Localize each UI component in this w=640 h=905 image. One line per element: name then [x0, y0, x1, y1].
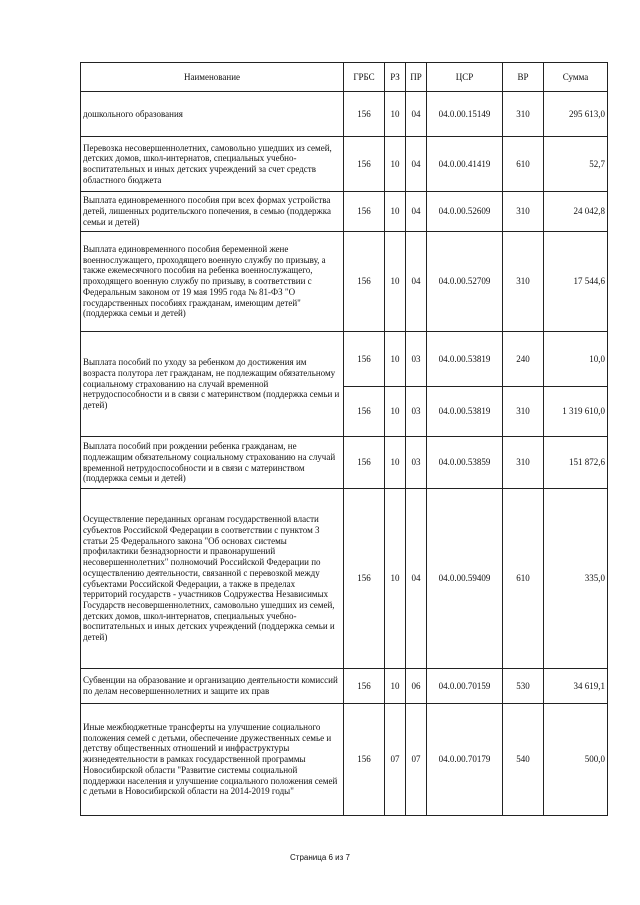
row-pr: 04	[406, 192, 427, 232]
header-sum: Сумма	[544, 63, 608, 92]
row-sum: 335,0	[544, 489, 608, 669]
row-name: Выплата пособий по уходу за ребенком до достижения им возраста полутора лет гражданам, не подлежащим обязательному социальному страхованию на случай временной нетрудоспособности и в связи с материнством (поддержка семьи и детей)	[81, 332, 344, 437]
header-rz: РЗ	[385, 63, 406, 92]
header-pr: ПР	[406, 63, 427, 92]
table-row	[81, 232, 608, 332]
row-csr: 04.0.00.52709	[427, 232, 503, 332]
row-grbs: 156	[344, 387, 385, 437]
row-pr: 03	[406, 332, 427, 387]
row-sum: 24 042,8	[544, 192, 608, 232]
row-grbs: 156	[344, 437, 385, 489]
header-vr: ВР	[503, 63, 544, 92]
header-grbs: ГРБС	[344, 63, 385, 92]
table-row	[81, 669, 608, 704]
row-grbs: 156	[344, 704, 385, 816]
row-grbs: 156	[344, 332, 385, 387]
budget-table	[80, 62, 608, 816]
row-pr: 04	[406, 137, 427, 192]
row-pr: 06	[406, 669, 427, 704]
row-rz: 10	[385, 437, 406, 489]
row-grbs: 156	[344, 192, 385, 232]
row-vr: 310	[503, 92, 544, 137]
table-row	[81, 704, 608, 816]
table-row	[81, 137, 608, 192]
row-grbs: 156	[344, 669, 385, 704]
row-name: Перевозка несовершеннолетних, самовольно ушедших из семей, детских домов, школ-интернатов, специальных учебно-воспитательных и иных детских учреждений за счет средств областного бюджета	[81, 137, 344, 192]
row-grbs: 156	[344, 92, 385, 137]
table-row	[81, 192, 608, 232]
row-vr: 310	[503, 437, 544, 489]
row-csr: 04.0.00.53859	[427, 437, 503, 489]
row-pr: 04	[406, 489, 427, 669]
row-vr: 310	[503, 192, 544, 232]
table-row	[81, 437, 608, 489]
row-pr: 04	[406, 232, 427, 332]
row-csr: 04.0.00.53819	[427, 387, 503, 437]
row-name: Выплата единовременного пособия при всех формах устройства детей, лишенных родительского попечения, в семью (поддержка семьи и детей)	[81, 192, 344, 232]
row-rz: 10	[385, 489, 406, 669]
row-sum: 151 872,6	[544, 437, 608, 489]
row-vr: 610	[503, 137, 544, 192]
row-name: Субвенции на образование и организацию деятельности комиссий по делам несовершеннолетних и защите их прав	[81, 669, 344, 704]
row-sum: 10,0	[544, 332, 608, 387]
table-row	[81, 332, 608, 387]
row-rz: 07	[385, 704, 406, 816]
table-row	[81, 489, 608, 669]
row-sum: 500,0	[544, 704, 608, 816]
row-pr: 03	[406, 437, 427, 489]
row-sum: 17 544,6	[544, 232, 608, 332]
row-csr: 04.0.00.41419	[427, 137, 503, 192]
row-vr: 530	[503, 669, 544, 704]
row-csr: 04.0.00.70159	[427, 669, 503, 704]
row-vr: 310	[503, 387, 544, 437]
row-grbs: 156	[344, 232, 385, 332]
row-vr: 540	[503, 704, 544, 816]
header-csr: ЦСР	[427, 63, 503, 92]
row-rz: 10	[385, 332, 406, 387]
row-grbs: 156	[344, 137, 385, 192]
row-rz: 10	[385, 669, 406, 704]
row-name: Осуществление переданных органам государственной власти субъектов Российской Федерации в соответствии с пунктом 3 статьи 25 Федерального закона "Об основах системы профилактики безнадзорности и правонарушений несовершеннолетних" полномочий Российской Федерации по осуществлению деятельности, связанной с перевозкой между субъектами Российской Федерации, а также в пределах территорий государств - участников Содружества Независимых Государств несовершеннолетних, самовольно ушедших из семей, детских домов, школ-интернатов, специальных учебно-воспитательных и иных детских учреждений (поддержка семьи и детей)	[81, 489, 344, 669]
row-rz: 10	[385, 232, 406, 332]
row-rz: 10	[385, 137, 406, 192]
row-vr: 610	[503, 489, 544, 669]
row-csr: 04.0.00.53819	[427, 332, 503, 387]
row-name: дошкольного образования	[81, 92, 344, 137]
row-csr: 04.0.00.70179	[427, 704, 503, 816]
row-rz: 10	[385, 92, 406, 137]
row-csr: 04.0.00.59409	[427, 489, 503, 669]
row-sum: 52,7	[544, 137, 608, 192]
row-csr: 04.0.00.52609	[427, 192, 503, 232]
row-pr: 04	[406, 92, 427, 137]
row-pr: 07	[406, 704, 427, 816]
row-vr: 310	[503, 232, 544, 332]
header-name: Наименование	[81, 63, 344, 92]
row-sum: 34 619,1	[544, 669, 608, 704]
table-header-row	[81, 63, 608, 92]
row-grbs: 156	[344, 489, 385, 669]
row-csr: 04.0.00.15149	[427, 92, 503, 137]
row-sum: 295 613,0	[544, 92, 608, 137]
row-pr: 03	[406, 387, 427, 437]
table-row	[81, 92, 608, 137]
row-sum: 1 319 610,0	[544, 387, 608, 437]
page-number: Страница 6 из 7	[290, 853, 350, 862]
row-name: Выплата пособий при рождении ребенка гражданам, не подлежащим обязательному социальному страхованию на случай временной нетрудоспособности и в связи с материнством (поддержка семьи и детей)	[81, 437, 344, 489]
row-rz: 10	[385, 387, 406, 437]
row-name: Иные межбюджетные трансферты на улучшение социального положения семей с детьми, обеспечение дружественных семье и детству общественных отношений и инфраструктуры жизнедеятельности в рамках государственной программы Новосибирской области "Развитие системы социальной поддержки населения и улучшение социального положения семей с детьми в Новосибирской области на 2014-2019 годы"	[81, 704, 344, 816]
row-name: Выплата единовременного пособия беременной жене военнослужащего, проходящего военную службу по призыву, а также ежемесячного пособия на ребенка военнослужащего, проходящего военную службу по призыву, в соответствии с Федеральным законом от 19 мая 1995 года № 81-ФЗ "О государственных пособиях гражданам, имеющим детей" (поддержка семьи и детей)	[81, 232, 344, 332]
row-rz: 10	[385, 192, 406, 232]
row-vr: 240	[503, 332, 544, 387]
